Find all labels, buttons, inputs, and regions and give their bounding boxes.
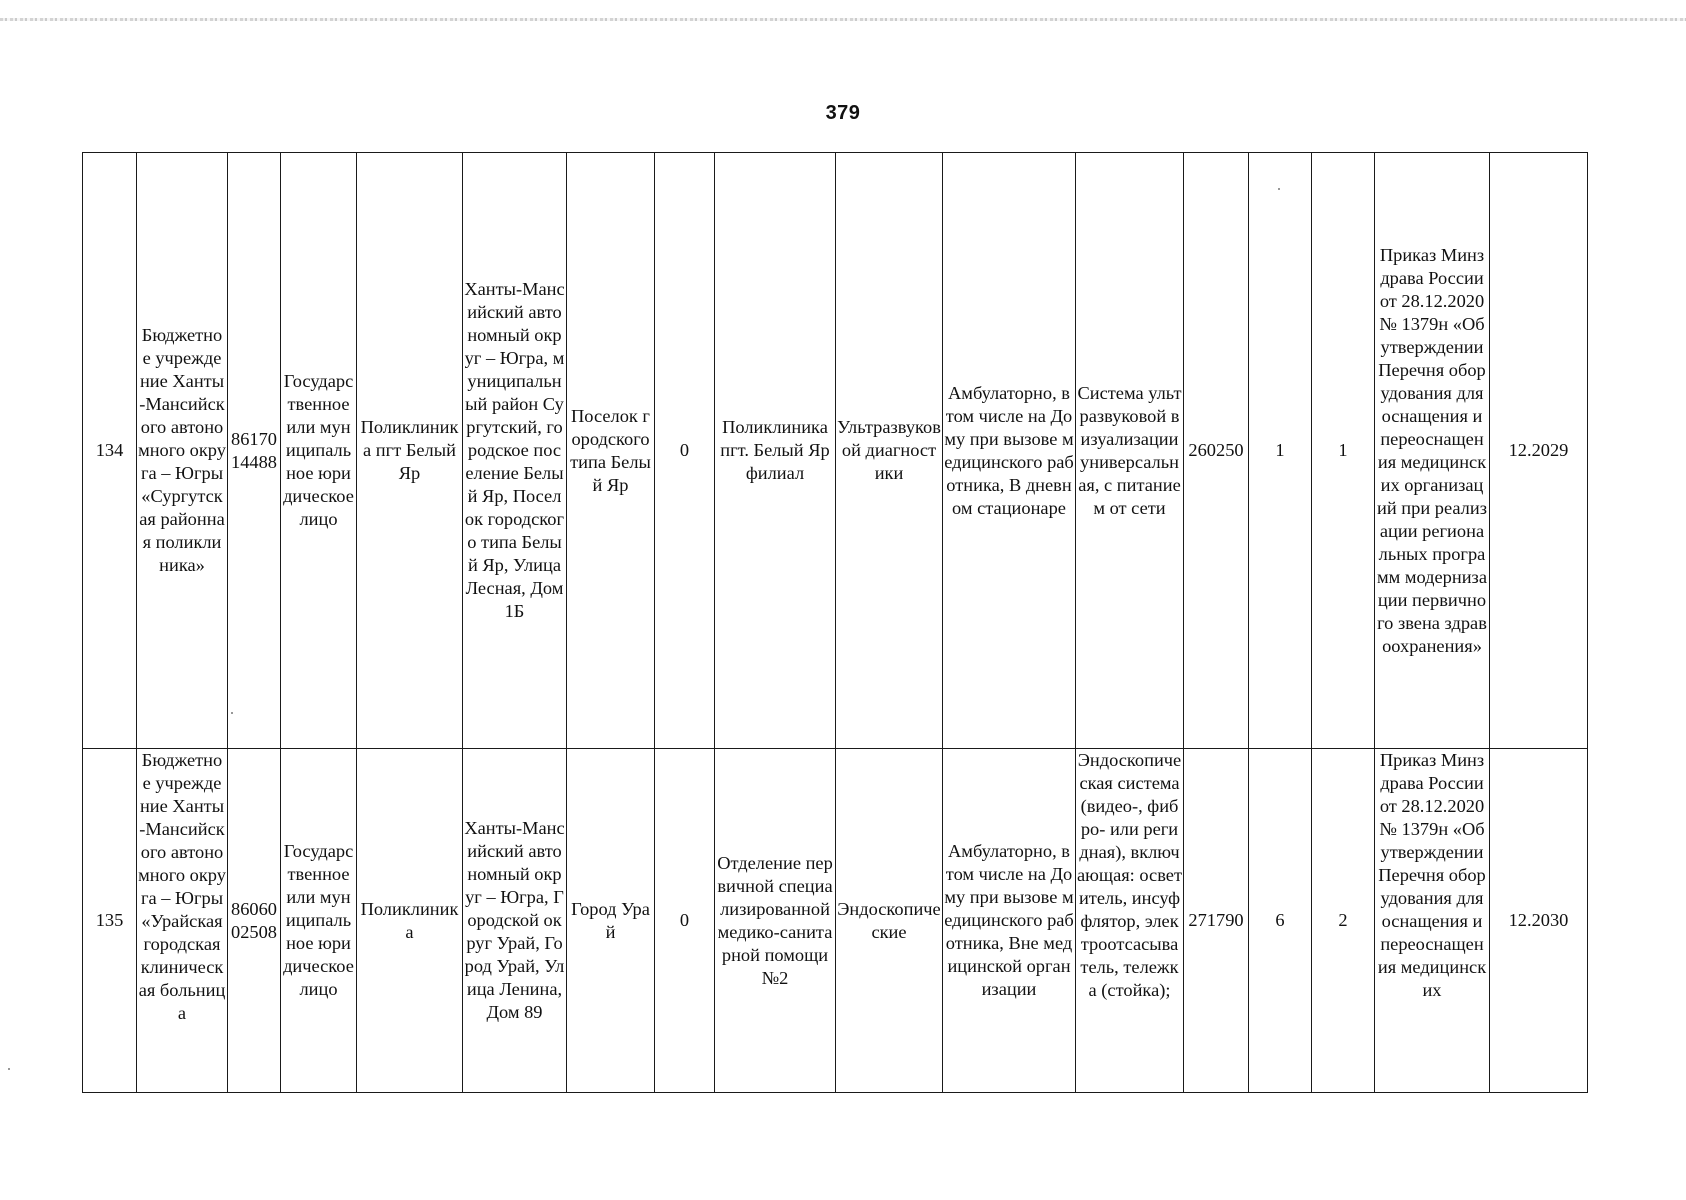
care-conditions: Амбулаторно, в том числе на Дому при вызове медицинского работника, В дневном стационаре — [943, 153, 1076, 749]
regulatory-order: Приказ Минздрава России от 28.12.2020 № 1379н «Об утверждении Перечня оборудования для оснащения и переоснащения медицинских организаций при реализации региональных программ модернизации первичного звена здравоохранения» — [1375, 153, 1490, 749]
care-conditions: Амбулаторно, в том числе на Дому при вызове медицинского работника, Вне медицинской организации — [943, 749, 1076, 1093]
page-number: 379 — [825, 102, 861, 124]
address: Ханты-Мансийский автономный округ – Югра, Городской округ Урай, Город Урай, Улица Ленина, Дом 89 — [463, 749, 567, 1093]
unit-name: Поликлиника — [357, 749, 463, 1093]
medical-profile: Эндоскопические — [836, 749, 943, 1093]
locality: Город Урай — [567, 749, 655, 1093]
quantity-a: 6 — [1249, 749, 1312, 1093]
institution-name: Бюджетное учреждение Ханты-Мансийского автономного округа – Югры «Урайская городская клиническая больница — [137, 749, 228, 1093]
locality: Поселок городского типа Белый Яр — [567, 153, 655, 749]
department: Поликлиника пгт. Белый Яр филиал — [715, 153, 836, 749]
legal-form: Государственное или муниципальное юридическое лицо — [281, 749, 357, 1093]
institution-name: Бюджетное учреждение Ханты-Мансийского автономного округа – Югры «Сургутская районная поликлиника» — [137, 153, 228, 749]
equipment-name: Система ультразвуковой визуализации универсальная, с питанием от сети — [1076, 153, 1184, 749]
scan-edge — [0, 18, 1686, 21]
quantity-b: 2 — [1312, 749, 1375, 1093]
institution-code: 8617014488 — [228, 153, 281, 749]
scan-speck — [231, 712, 233, 714]
table-row — [83, 153, 1588, 749]
scan-speck — [1278, 188, 1280, 190]
equipment-code: 260250 — [1184, 153, 1249, 749]
quantity-a: 1 — [1249, 153, 1312, 749]
unit-name: Поликлиника пгт Белый Яр — [357, 153, 463, 749]
due-date: 12.2030 — [1490, 749, 1588, 1093]
row-number: 135 — [83, 749, 137, 1093]
legal-form: Государственное или муниципальное юридическое лицо — [281, 153, 357, 749]
regulatory-order: Приказ Минздрава России от 28.12.2020 № 1379н «Об утверждении Перечня оборудования для оснащения и переоснащения медицинских — [1375, 749, 1490, 1093]
department: Отделение первичной специализированной медико-санитарной помощи №2 — [715, 749, 836, 1093]
medical-profile: Ультразвуковой диагностики — [836, 153, 943, 749]
quantity-b: 1 — [1312, 153, 1375, 749]
table-row — [83, 749, 1588, 1093]
zero-value: 0 — [655, 153, 715, 749]
due-date: 12.2029 — [1490, 153, 1588, 749]
scan-speck — [8, 1068, 10, 1070]
equipment-name: Эндоскопическая система (видео-, фибро- или регидная), включающая: осветитель, инсуффлятор, электроотсасыватель, тележка (стойка); — [1076, 749, 1184, 1093]
address: Ханты-Мансийский автономный округ – Югра, муниципальный район Сургутский, городское поселение Белый Яр, Поселок городского типа Белый Яр, Улица Лесная, Дом 1Б — [463, 153, 567, 749]
institution-code: 8606002508 — [228, 749, 281, 1093]
registry-table — [82, 152, 1588, 1093]
row-number: 134 — [83, 153, 137, 749]
equipment-code: 271790 — [1184, 749, 1249, 1093]
zero-value: 0 — [655, 749, 715, 1093]
